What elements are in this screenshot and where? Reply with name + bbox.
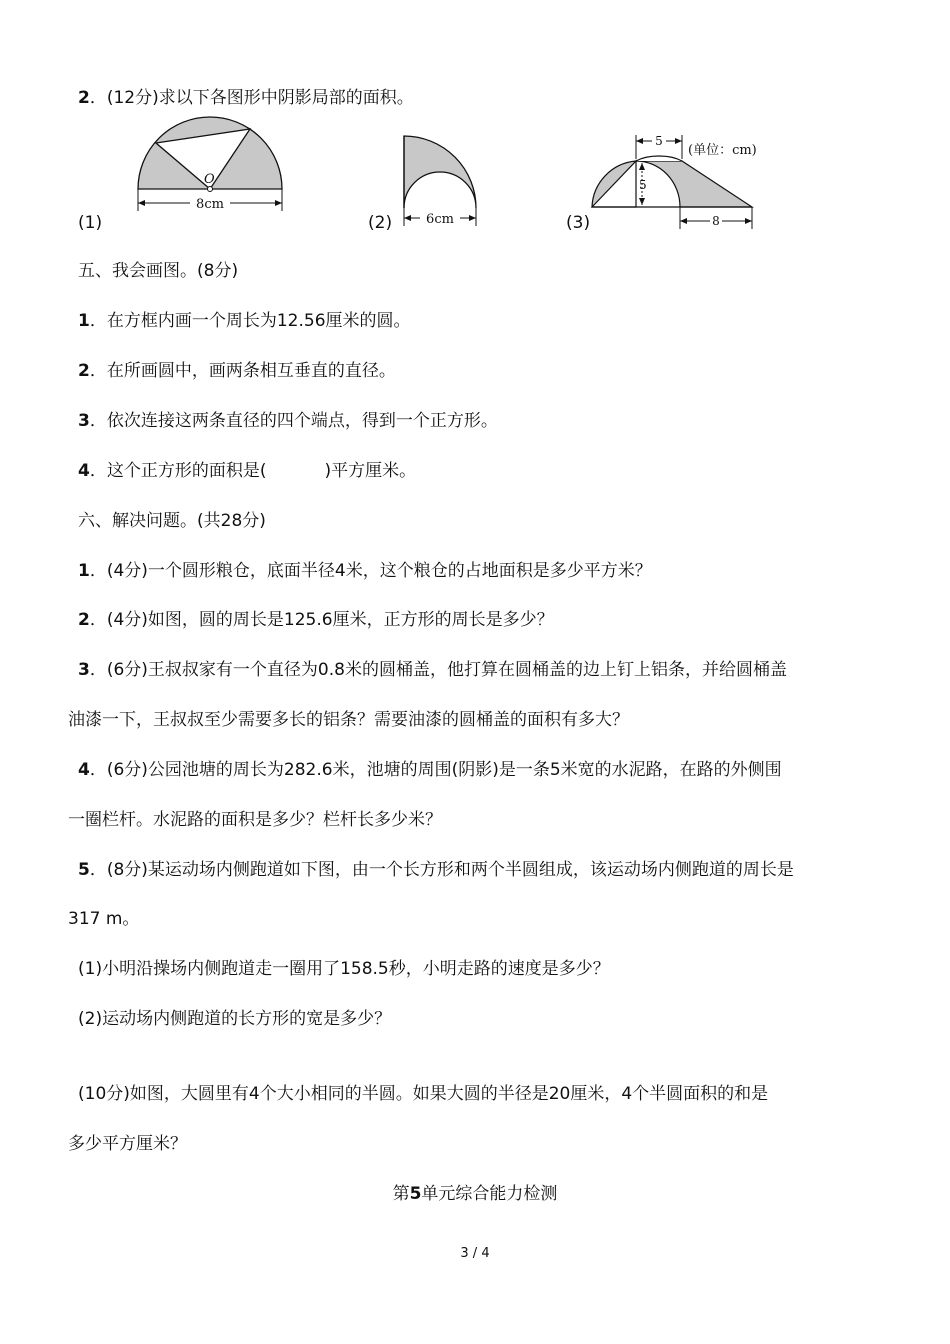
- figure-3-top-width: 5: [655, 134, 663, 148]
- s5-item-2-number: 2: [78, 361, 90, 381]
- next-title-before: 第: [392, 1184, 410, 1204]
- figure-3-bottom-right: 8: [712, 214, 720, 228]
- section-6-title: 六、解决问题。(共28分): [78, 511, 266, 531]
- s5-item-4-text-after: )平方厘米。: [324, 461, 417, 481]
- figure-3-bottom-arrow-left: [680, 218, 687, 224]
- s5-item-4-text-before: ．这个正方形的面积是(: [89, 461, 267, 481]
- s6-q2-number: 2: [78, 610, 90, 630]
- figure-1: [130, 115, 290, 215]
- s6-q3-number: 3: [78, 660, 90, 680]
- figure-3-height-arrow-top: [639, 163, 645, 170]
- figure-1-label: (1): [78, 213, 103, 233]
- section-5-item-2: [78, 359, 396, 383]
- s5-item-3-text: ．依次连接这两条直径的四个端点，得到一个正方形。: [89, 411, 498, 431]
- s6-q1-text: ．(4分)一个圆形粮仓，底面半径4米，这个粮仓的占地面积是多少平方米？: [89, 561, 652, 581]
- s6-q5-number: 5: [78, 860, 90, 880]
- s6-q2-text: ．(4分)如图，圆的周长是125.6厘米，正方形的周长是多少？: [89, 610, 554, 630]
- s5-item-1-text: ．在方框内画一个周长为12.56厘米的圆。: [89, 311, 411, 331]
- section-6-q1: [78, 559, 652, 583]
- figure-3: [588, 133, 778, 233]
- section-5-item-1: [78, 309, 411, 333]
- figure-3-top-arrow-left: [636, 138, 643, 144]
- figure-3-top-arrow-right: [675, 138, 682, 144]
- q2-number: 2: [78, 88, 90, 108]
- section-6-q5-sub-2: (2)运动场内侧跑道的长方形的宽是多少？: [78, 1009, 392, 1029]
- figure-1-center-label: O: [204, 172, 215, 187]
- section-6-q5-sub-1: (1)小明沿操场内侧跑道走一圈用了158.5秒，小明走路的速度是多少？: [78, 959, 610, 979]
- section-5-item-3: [78, 409, 498, 433]
- section-6-q4-line-2: 一圈栏杆。水泥路的面积是多少？栏杆长多少米？: [68, 810, 442, 830]
- section-6-q5-line-2: 317 m。: [68, 909, 140, 929]
- section-6-q5-line-1: [78, 858, 794, 882]
- figure-2: [398, 130, 488, 230]
- s6-q4-text-1: ．(6分)公园池塘的周长为282.6米，池塘的周围(阴影)是一条5米宽的水泥路，在路的外侧围: [89, 760, 782, 780]
- s6-q4-number: 4: [78, 760, 90, 780]
- figure-2-shaded-region: [404, 136, 476, 208]
- section-6-q3-line-1: [78, 658, 787, 682]
- figure-1-dimension: 8cm: [196, 197, 224, 212]
- figure-1-arrow-right: [275, 200, 282, 206]
- next-section-title: [0, 1182, 950, 1206]
- figure-2-dimension: 6cm: [426, 212, 454, 227]
- section-5-item-4: [78, 459, 416, 483]
- figure-2-arrow-right: [469, 215, 476, 221]
- section-6-q3-line-2: 油漆一下，王叔叔至少需要多长的铝条？需要油漆的圆桶盖的面积有多大？: [68, 710, 629, 730]
- figure-3-top-arc: [636, 156, 682, 161]
- figure-3-unit: (单位：cm): [688, 143, 757, 158]
- section-6-q6-line-1: (10分)如图，大圆里有4个大小相同的半圆。如果大圆的半径是20厘米，4个半圆面积的和是: [78, 1084, 769, 1104]
- figure-2-label: (2): [368, 213, 393, 233]
- s5-item-1-number: 1: [78, 311, 90, 331]
- figure-3-right-shade: [636, 161, 752, 207]
- section-6-q4-line-1: [78, 758, 782, 782]
- q2-text: ．(12分)求以下各图形中阴影局部的面积。: [89, 88, 414, 108]
- s5-item-2-text: ．在所画圆中，画两条相互垂直的直径。: [89, 361, 396, 381]
- s6-q5-text-1: ．(8分)某运动场内侧跑道如下图，由一个长方形和两个半圆组成，该运动场内侧跑道的周长是: [89, 860, 794, 880]
- section-6-q2: [78, 608, 554, 632]
- figure-3-height: 5: [639, 178, 647, 192]
- figure-3-bottom-arrow-right: [745, 218, 752, 224]
- figure-3-height-arrow-bottom: [639, 198, 645, 205]
- s6-q3-text-1: ．(6分)王叔叔家有一个直径为0.8米的圆桶盖，他打算在圆桶盖的边上钉上铝条，并给圆桶盖: [89, 660, 787, 680]
- q2-line: [78, 86, 414, 110]
- figure-3-label: (3): [566, 213, 591, 233]
- figure-1-arrow-left: [138, 200, 145, 206]
- section-5-title: 五、我会画图。(8分): [78, 261, 239, 281]
- next-title-number: 5: [409, 1184, 422, 1204]
- figure-2-arrow-left: [404, 215, 411, 221]
- page-number: 3 / 4: [460, 1246, 490, 1261]
- s6-q1-number: 1: [78, 561, 90, 581]
- section-6-q6-line-2: 多少平方厘米？: [68, 1134, 187, 1154]
- s5-item-3-number: 3: [78, 411, 90, 431]
- figure-1-center-dot: [208, 187, 213, 192]
- next-title-after: 单元综合能力检测: [421, 1184, 558, 1204]
- s5-item-4-number: 4: [78, 461, 90, 481]
